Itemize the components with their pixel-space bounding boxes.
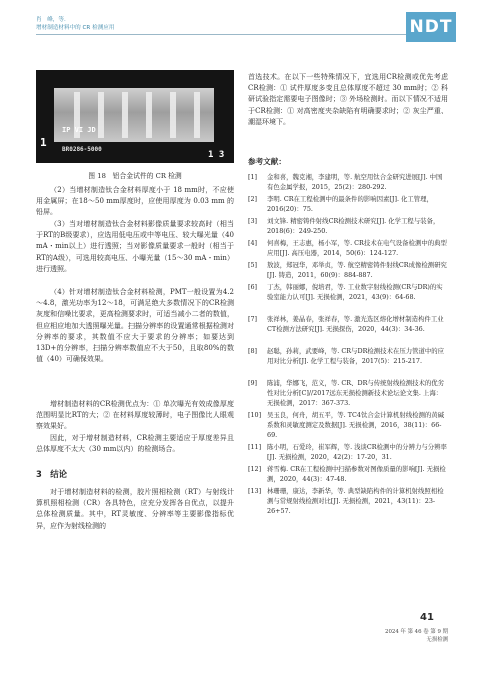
reference-number: [12] (248, 465, 262, 473)
reference-number: [7] (248, 315, 258, 323)
reference-number: [10] (248, 411, 262, 419)
reference-text: 何喜梅，王志惠，杨小军，等. CR技术在电气设备检测中的典型应用[J]. 高压电器，2014，50(6)：124-127. (267, 239, 447, 258)
figure-caption: 图 18 铝合金试件的 CR 检测 (88, 172, 182, 180)
plate-strip (122, 92, 128, 138)
reference-text: 刘文锋. 精密铸件射线CR检测技术研究[J]. 化学工程与装备，2018(6)：249-250. (267, 217, 440, 236)
reference-number: [1] (248, 173, 258, 181)
reference-text: 赵聪，孙莉，武要峰，等. CR与DR检测技术在压力管道中的应用对比分析[J]. 化学工程与装备，2017(5)：215-217. (267, 347, 445, 366)
paragraph: （3）当对增材制造钛合金材料影像质量要求较高时（相当于RT的B级要求），应选用低电压或中等电压、较大曝光量（40 mA・min以上）进行透照；当对影像质量要求一般时（相当于RT的A级），可选用较高电压、小曝光量（15～30 mA・min）进行透照。 (36, 220, 234, 273)
issue-info (378, 628, 448, 644)
paragraph: 因此，对于增材制造材料，CR检测主要适应于厚度差异且总体厚度不太大（30 mm以内）的检测场合。 (36, 434, 234, 454)
journal-logo (406, 12, 456, 42)
paragraph: 对于增材制造材料的检测，胶片照相检测（RT）与射线计算机照相检测（CR）各具特色，应充分发挥各自优点，以提升总体检测质量。其中，RT灵敏度、分辨率等主要影像指标优异，应作为射线检测的 (36, 488, 234, 530)
figure-cr-image (36, 70, 234, 163)
reference-text: 金和喜，魏克湘，李建明，等. 航空用钛合金研究进展[J]. 中国有色金属学报，2015，25(2)：280-292. (267, 173, 443, 192)
reference-number: [13] (248, 487, 262, 495)
plate-strip (170, 92, 176, 138)
reference-number: [2] (248, 195, 258, 203)
reference-number: [3] (248, 217, 258, 225)
reference-text: 李明. CR在工程检测中的最条件的影响因素[J]. 化工管理，2016(20)：75. (267, 195, 433, 214)
reference-number: [8] (248, 347, 258, 355)
header-title: 增材制造材料中的 CR 检测应用 (36, 25, 115, 31)
issue-volume: 2024 年 第 46 卷 第 9 期 (385, 629, 448, 635)
reference-number: [4] (248, 239, 258, 247)
logo-text: NDT (409, 17, 453, 37)
reference-text: 敖波，郑冠华，邓举贞，等. 航空精密铸件射线CR成像检测研究[J]. 铸造，2011，60(9)：884-887. (267, 261, 447, 280)
reference-number: [5] (248, 261, 258, 269)
reference-text: 林珊珊，康达，李新华，等. 典型缺陷构件的计算机射线照相检测与常规射线检测对比[J]. 无损检测，2021，43(11)：23-26+57. (267, 487, 444, 516)
plate-strip (146, 92, 152, 138)
header-divider (36, 34, 416, 35)
references-heading: 参考文献： (248, 157, 286, 166)
reference-text: 陈浦，华娜飞，范义，等. CR、DR与传统射线检测技术的优劣性对比分析[C]//2017远东无损检测新技术论坛论文集. 上海：无损检测，2017：367-373. (267, 379, 445, 408)
header-authors: 肖 峰，等. (36, 17, 66, 23)
section-heading: 3 结论 (36, 469, 67, 479)
reference-text: 陈小明，石爱玲，崔军辉，等. 浅谈CR检测中的分辨力与分辨率[J]. 无损检测，2020，42(2)：17-20，31. (267, 443, 447, 462)
reference-number: [6] (248, 283, 258, 291)
journal-name: 无损检测 (426, 637, 448, 643)
paragraph: 首选技术。在以下一些特殊情况下，宜选用CR检测或优先考虑CR检测：① 试件厚度多变且总体厚度不超过 30 mm时；② 科研试验指定需要电子图像时；③ 外场检测时。而以下情况不适用于CR检测：① 对高密度夹杂缺陷有明确要求时；② 灰尘严重、潮湿环境下。 (248, 73, 448, 126)
paragraph: 增材制造材料的CR检测优点为：① 单次曝光有效成像厚度范围明显比RT的大；② 在材料厚度较薄时，电子图像比人眼观察效果好。 (36, 400, 234, 431)
running-header (36, 16, 114, 32)
page-number: 41 (420, 612, 434, 623)
paragraph: （4）针对增材制造钛合金材料检测，PMT一般设置为4.2～4.8，激光功率为12～18，可满足绝大多数情况下的CR检测灰度和信噪比要求，更高检测要求时，可适当减小二者的数值，但应相应地加大透照曝光量。扫描分辨率的设置通常根据检测对分辨率的要求，其数值不应大于要求的分辨率；如要达到13D+的分辨率，扫描分辨率数值应不大于50，且取80%的数值（40）可确保效果。 (36, 288, 234, 364)
plate-strip (98, 92, 104, 138)
paragraph: （2）当增材制造钛合金材料厚度小于 18 mm时，不应使用金属屏；在18～50 mm厚度时，应使用厚度为 0.03 mm 的铅屏。 (36, 186, 234, 217)
reference-text: 张祥林，姜晶春，张祥春，等. 激光选区熔化增材制造构件工业CT检测方法研究[J]. 无损探伤，2020，44(3)：34-36. (267, 315, 444, 334)
reference-number: [9] (248, 379, 258, 387)
plate-label-2: BR0286-5000 (62, 146, 102, 153)
marker-left: 1 (40, 136, 47, 149)
plate-label-1: IP VI JD (62, 126, 96, 134)
reference-text: 吴玉良，何舟，胡五平，等. TC4钛合金计算机射线检测的黄碱系数和灵敏度测定及数据[J]. 无损检测，2016，38(11)：66-69. (267, 411, 445, 440)
reference-text: 丁杰，韩丽娜，倪培君，等. 工业数字射线检测(CR与DR)的实验室能力认可[J]. 无损检测，2021，43(9)：64-68. (267, 283, 443, 302)
marker-right: 1 3 (208, 150, 225, 160)
reference-text: 蒋雪梅. CR在工程检测中扫描参数对图像质量的影响[J]. 无损检测，2020，44(3)：47-48. (267, 465, 446, 484)
reference-number: [11] (248, 443, 262, 451)
plate-strip (194, 92, 200, 138)
